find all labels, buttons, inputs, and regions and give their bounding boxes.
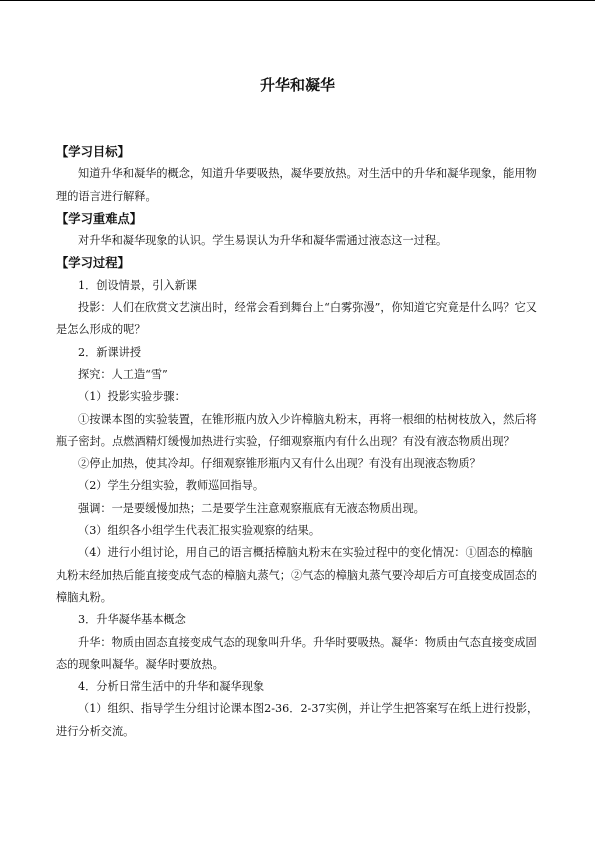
step2-sub1-title: （1）投影实验步骤： bbox=[78, 390, 186, 404]
step2-sub1-a: ①按课本图的实验装置，在锥形瓶内放入少许樟脑丸粉末，再将一根细的枯树枝放入，然后将瓶子密封。点燃酒精灯缓慢加热进行实验，仔细观察瓶内有什么出现？有没有液态物质出现？ bbox=[56, 412, 537, 448]
step2-emphasis: 强调：一是要缓慢加热；二是要学生注意观察瓶底有无液态物质出现。 bbox=[78, 501, 425, 515]
step2-sub1-b: ②停止加热，使其冷却。仔细观察锥形瓶内又有什么出现？有没有出现液态物质？ bbox=[78, 457, 481, 471]
step4-title: 4．分析日常生活中的升华和凝华现象 bbox=[78, 680, 265, 694]
step2-sub2: （2）学生分组实验，教师巡回指导。 bbox=[78, 479, 265, 493]
goals-heading: 【学习目标】 bbox=[56, 145, 130, 159]
step4-text: （1）组织、指导学生分组讨论课本图2-36．2-37实例，并让学生把答案写在纸上进行投影，进行分析交流。 bbox=[56, 702, 539, 738]
top-border bbox=[0, 0, 595, 1]
process-heading: 【学习过程】 bbox=[56, 256, 130, 271]
step2-sub4: （4）进行小组讨论，用自己的语言概括樟脑丸粉末在实验过程中的变化情况：①固态的樟脑丸粉末经加热后能直接变成气态的樟脑丸蒸气；②气态的樟脑丸蒸气要冷却后方可直接变成固态的樟脑丸粉。 bbox=[56, 546, 538, 604]
step1-title: 1．创设情景，引入新课 bbox=[78, 278, 197, 292]
step2-explore: 探究：人工造“雪” bbox=[78, 367, 168, 381]
document-body bbox=[56, 141, 540, 743]
step2-sub3: （3）组织各小组学生代表汇报实验观察的结果。 bbox=[78, 524, 321, 538]
step3-title: 3．升华凝华基本概念 bbox=[78, 613, 186, 627]
key-points-text: 对升华和凝华现象的认识。学生易误认为升华和凝华需通过液态这一过程。 bbox=[78, 234, 448, 248]
step2-title: 2．新课讲授 bbox=[78, 345, 142, 359]
key-points-heading: 【学习重难点】 bbox=[56, 211, 143, 226]
goals-text: 知道升华和凝华的概念，知道升华要吸热，凝华要放热。对生活中的升华和凝华现象，能用物理的语言进行解释。 bbox=[56, 167, 537, 203]
page-title: 升华和凝华 bbox=[259, 76, 335, 94]
step3-text: 升华：物质由固态直接变成气态的现象叫升华。升华时要吸热。凝华：物质由气态直接变成固态的现象叫凝华。凝华时要放热。 bbox=[56, 635, 537, 671]
step1-text: 投影：人们在欣赏文艺演出时，经常会看到舞台上“白雾弥漫”，你知道它究竟是什么吗？它又是怎么形成的呢？ bbox=[56, 301, 537, 337]
